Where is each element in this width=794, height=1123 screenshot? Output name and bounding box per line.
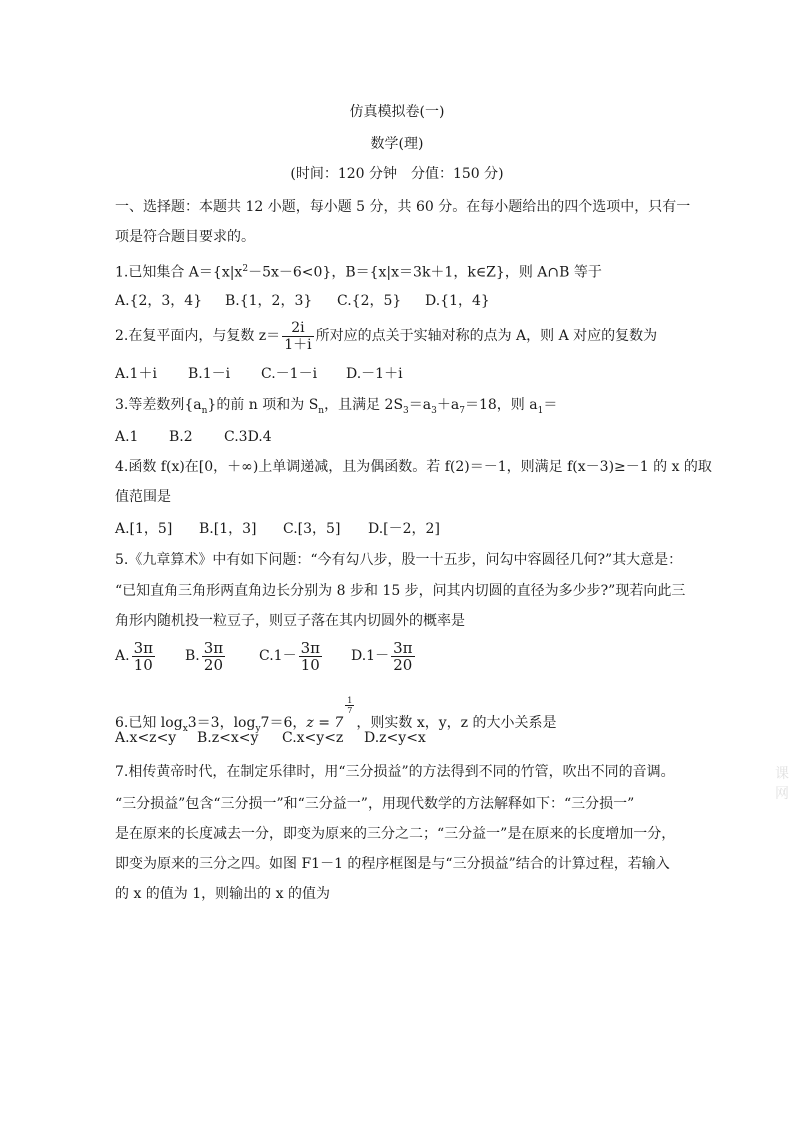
question-2-stem bbox=[115, 318, 657, 354]
q2-frac-num: 2i bbox=[282, 320, 313, 337]
q2-stem-b: 所对应的点关于实轴对称的点为 A，则 A 对应的复数为 bbox=[315, 328, 658, 344]
question-1-options bbox=[115, 292, 490, 310]
q6-stem-c: 7＝6， bbox=[260, 715, 307, 731]
question-2-options bbox=[115, 365, 403, 383]
q5-opt-d-den: 20 bbox=[393, 655, 413, 674]
q3-stem-g: ＝ bbox=[543, 397, 558, 413]
q6-z-expr: z = 7 bbox=[306, 715, 344, 731]
question-5-options bbox=[115, 638, 417, 674]
q5-opt-b-num: 3π bbox=[203, 638, 224, 657]
question-7-line-3: 是在原来的长度减去一分，即变为原来的三分之二；“三分益一”是在原来的长度增加一分， bbox=[115, 826, 676, 842]
q5-opt-a-label: A. bbox=[115, 648, 130, 664]
q5-option-b bbox=[185, 638, 259, 674]
q1-option-c: C.{2，5} bbox=[337, 293, 402, 309]
q6-exp-num: 1 bbox=[347, 696, 353, 705]
section-heading-line-1: 一、选择题：本题共 12 小题，每小题 5 分，共 60 分。在每小题给出的四个选项中，只有一 bbox=[115, 199, 691, 215]
q6-option-b: B.z<x<y bbox=[197, 730, 259, 746]
q5-opt-a-den: 10 bbox=[133, 655, 153, 674]
q5-opt-c-frac bbox=[299, 640, 322, 673]
q3-stem-a: 3.等差数列{a bbox=[115, 397, 202, 413]
question-5-line-2: “已知直角三角形两直角边长分别为 8 步和 15 步，问其内切圆的直径为多少步?”现若向此三 bbox=[115, 583, 686, 599]
q3-sub-7: 7 bbox=[459, 405, 465, 416]
q3-sub-1: 1 bbox=[537, 405, 544, 416]
q6-option-c: C.x<y<z bbox=[282, 730, 344, 746]
q2-frac-den: 1＋i bbox=[284, 336, 312, 353]
question-3-stem bbox=[115, 396, 557, 420]
question-1-stem bbox=[115, 260, 602, 282]
q3-option-a: A.1 bbox=[115, 429, 139, 445]
q6-option-d: D.z<y<x bbox=[364, 730, 426, 746]
q5-opt-c-label: C.1－ bbox=[259, 648, 297, 664]
q5-opt-d-frac bbox=[391, 640, 414, 673]
question-4-options bbox=[115, 520, 440, 538]
q2-option-c: C.－1－i bbox=[261, 366, 318, 382]
q1-stem-b: －5x－6<0}，B＝{x|x＝3k＋1，k∈Z}，则 A∩B 等于 bbox=[248, 264, 602, 281]
exam-title: 仿真模拟卷(一) bbox=[349, 104, 445, 120]
q5-option-a bbox=[115, 638, 185, 674]
question-5-line-3: 角形内随机投一粒豆子，则豆子落在其内切圆外的概率是 bbox=[115, 613, 465, 629]
q3-stem-d: ＝a bbox=[408, 397, 432, 413]
exam-subject: 数学(理) bbox=[370, 136, 424, 152]
q6-exp-den: 7 bbox=[347, 706, 353, 715]
q1-option-b: B.{1，2，3} bbox=[225, 293, 313, 309]
q5-opt-b-frac bbox=[202, 640, 225, 673]
q5-opt-b-label: B. bbox=[185, 648, 200, 664]
q3-sub-3b: 3 bbox=[431, 405, 437, 416]
q1-option-d: D.{1，4} bbox=[425, 293, 490, 309]
q3-option-cd: C.3D.4 bbox=[224, 429, 272, 445]
q4-option-c: C.[3，5] bbox=[283, 521, 341, 537]
q3-option-b: B.2 bbox=[169, 429, 193, 445]
q5-option-c bbox=[259, 638, 351, 674]
question-7-line-1: 7.相传黄帝时代，在制定乐律时，用“三分损益”的方法得到不同的竹管，吹出不同的音调。 bbox=[115, 764, 675, 780]
q2-fraction bbox=[282, 320, 313, 353]
q5-opt-d-num: 3π bbox=[393, 638, 413, 657]
q6-exponent bbox=[345, 696, 354, 715]
q3-stem-f: ＝18，则 a bbox=[464, 397, 538, 413]
q6-stem-a: 6.已知 log bbox=[115, 715, 183, 731]
q2-option-d: D.－1＋i bbox=[346, 366, 403, 382]
q5-opt-a-num: 3π bbox=[133, 638, 153, 657]
q5-opt-c-den: 10 bbox=[300, 655, 320, 674]
question-5-line-1: 5.《九章算术》中有如下问题：“今有勾八步，股一十五步，问勾中容圆径几何?”其大意是： bbox=[115, 552, 683, 568]
q3-sub-3: 3 bbox=[403, 405, 409, 416]
q2-option-b: B.1－i bbox=[188, 366, 231, 382]
q5-opt-c-num: 3π bbox=[300, 638, 320, 657]
q5-opt-d-label: D.1－ bbox=[351, 648, 390, 664]
q4-option-d: D.[－2，2] bbox=[368, 521, 440, 537]
q5-opt-a-frac bbox=[132, 640, 155, 673]
question-6-options bbox=[115, 729, 426, 747]
q4-option-b: B.[1，3] bbox=[199, 521, 257, 537]
q6-sub-y: y bbox=[255, 723, 261, 734]
question-4-line-1: 4.函数 f(x)在[0，＋∞)上单调递减，且为偶函数。若 f(2)＝－1，则满足 f(x－3)≥－1 的 x 的取 bbox=[115, 459, 712, 475]
question-7-line-2: “三分损益”包含“三分损一”和“三分益一”，用现代数学的方法解释如下：“三分损一” bbox=[115, 796, 635, 812]
q6-option-a: A.x<z<y bbox=[115, 730, 177, 746]
q4-option-a: A.[1，5] bbox=[115, 521, 173, 537]
q1-option-a: A.{2，3，4} bbox=[115, 293, 203, 309]
q1-sup: 2 bbox=[242, 264, 249, 274]
question-7-line-5: 的 x 的值为 1，则输出的 x 的值为 bbox=[115, 886, 330, 902]
q6-sub-x: x bbox=[182, 723, 188, 734]
q3-stem-c: ，且满足 2S bbox=[324, 397, 404, 413]
q3-stem-e: ＋a bbox=[436, 397, 460, 413]
exam-info: (时间：120 分钟 分值：150 分) bbox=[290, 166, 504, 182]
q2-option-a: A.1＋i bbox=[115, 366, 157, 382]
q3-stem-b: }的前 n 项和为 S bbox=[207, 397, 319, 413]
q2-stem-a: 2.在复平面内，与复数 z＝ bbox=[115, 328, 281, 344]
q1-stem-a: 1.已知集合 A＝{x|x bbox=[115, 264, 243, 281]
section-heading-line-2: 项是符合题目要求的。 bbox=[115, 229, 255, 245]
q3-sub-n: n bbox=[201, 405, 208, 416]
q5-option-d bbox=[351, 638, 417, 674]
q3-sub-n2: n bbox=[318, 405, 325, 416]
q5-opt-b-den: 20 bbox=[203, 655, 223, 674]
question-4-line-2: 值范围是 bbox=[115, 489, 171, 505]
q6-stem-d: ，则实数 x，y，z 的大小关系是 bbox=[356, 715, 557, 731]
question-7-line-4: 即变为原来的三分之四。如图 F1－1 的程序框图是与“三分损益”结合的计算过程，若输入 bbox=[115, 856, 670, 872]
q6-stem-b: 3＝3，log bbox=[187, 715, 256, 731]
question-3-options bbox=[115, 428, 272, 446]
watermark: 课网 bbox=[775, 766, 789, 802]
